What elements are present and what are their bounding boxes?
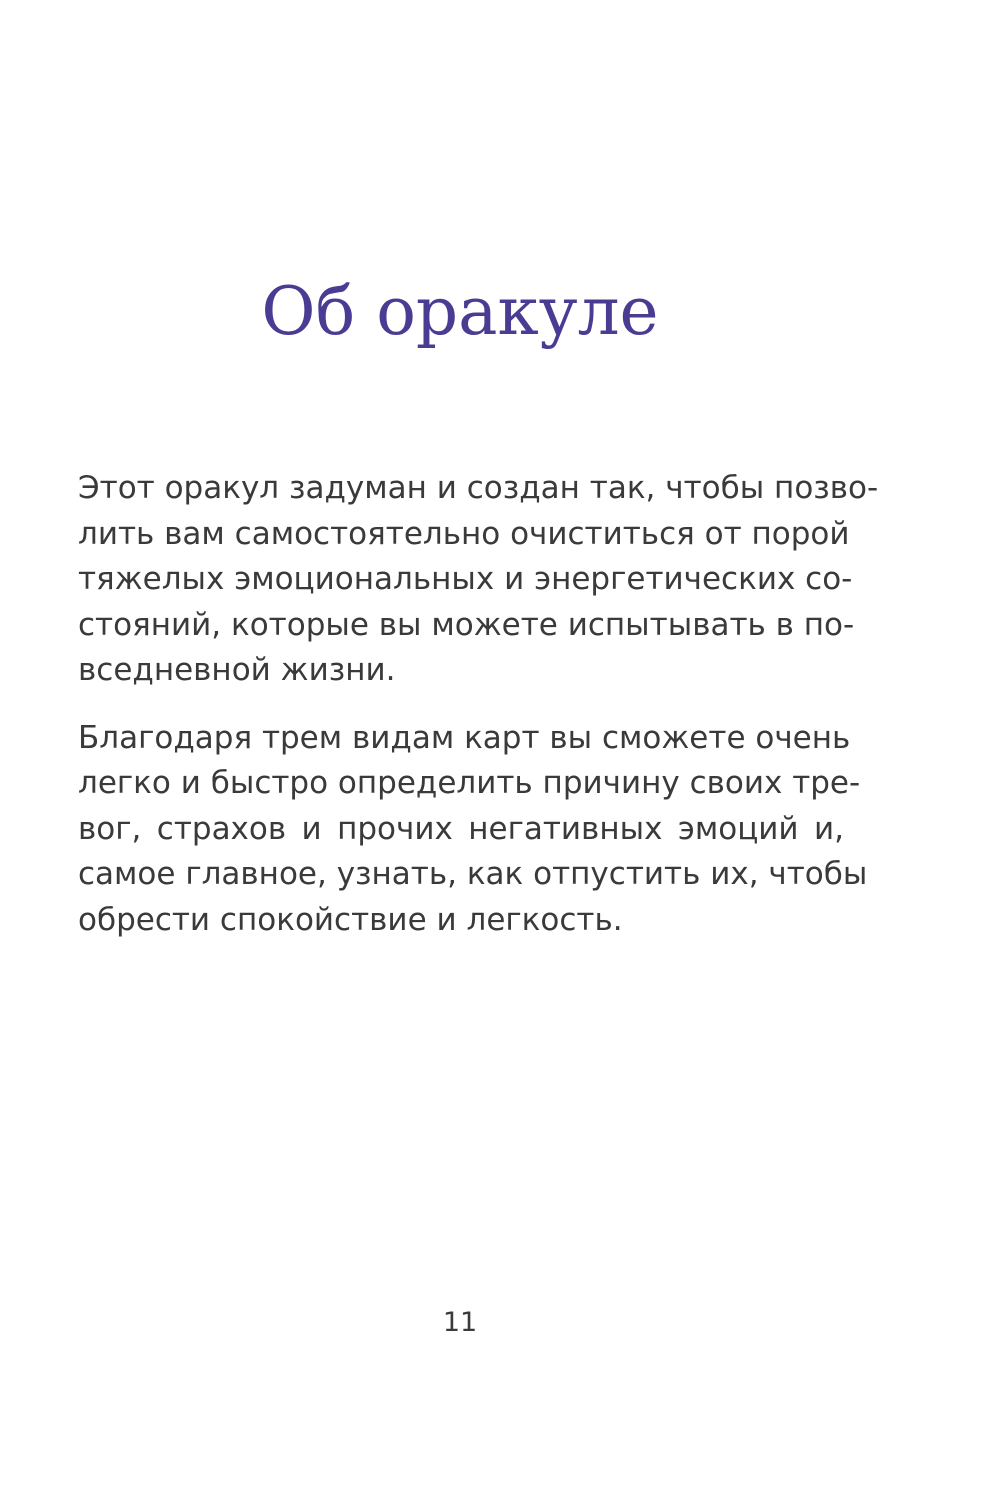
text-line: Благодаря трем видам карт вы сможете очень [78,719,851,756]
page-number: 11 [442,1307,478,1338]
text-line: стояний, которые вы можете испытывать в по- [78,606,855,643]
text-line: лить вам самостоятельно очиститься от порой [78,515,850,552]
paragraph-2 [78,716,868,944]
page-title: Об оракуле [261,273,659,350]
text-line: тяжелых эмоциональных и энергетических со- [78,561,853,597]
body-text [78,466,879,943]
text-line: Этот оракул задуман и создан так, чтобы позво- [78,470,879,506]
text-line: вседневной жизни. [78,652,396,688]
text-line: вог, страхов и прочих негативных эмоций и, [78,810,844,847]
paragraph-1 [78,466,879,694]
text-line: легко и быстро определить причину своих тре- [78,765,861,801]
text-line: самое главное, узнать, как отпустить их, чтобы [78,856,868,892]
text-line: обрести спокойствие и легкость. [78,901,623,938]
